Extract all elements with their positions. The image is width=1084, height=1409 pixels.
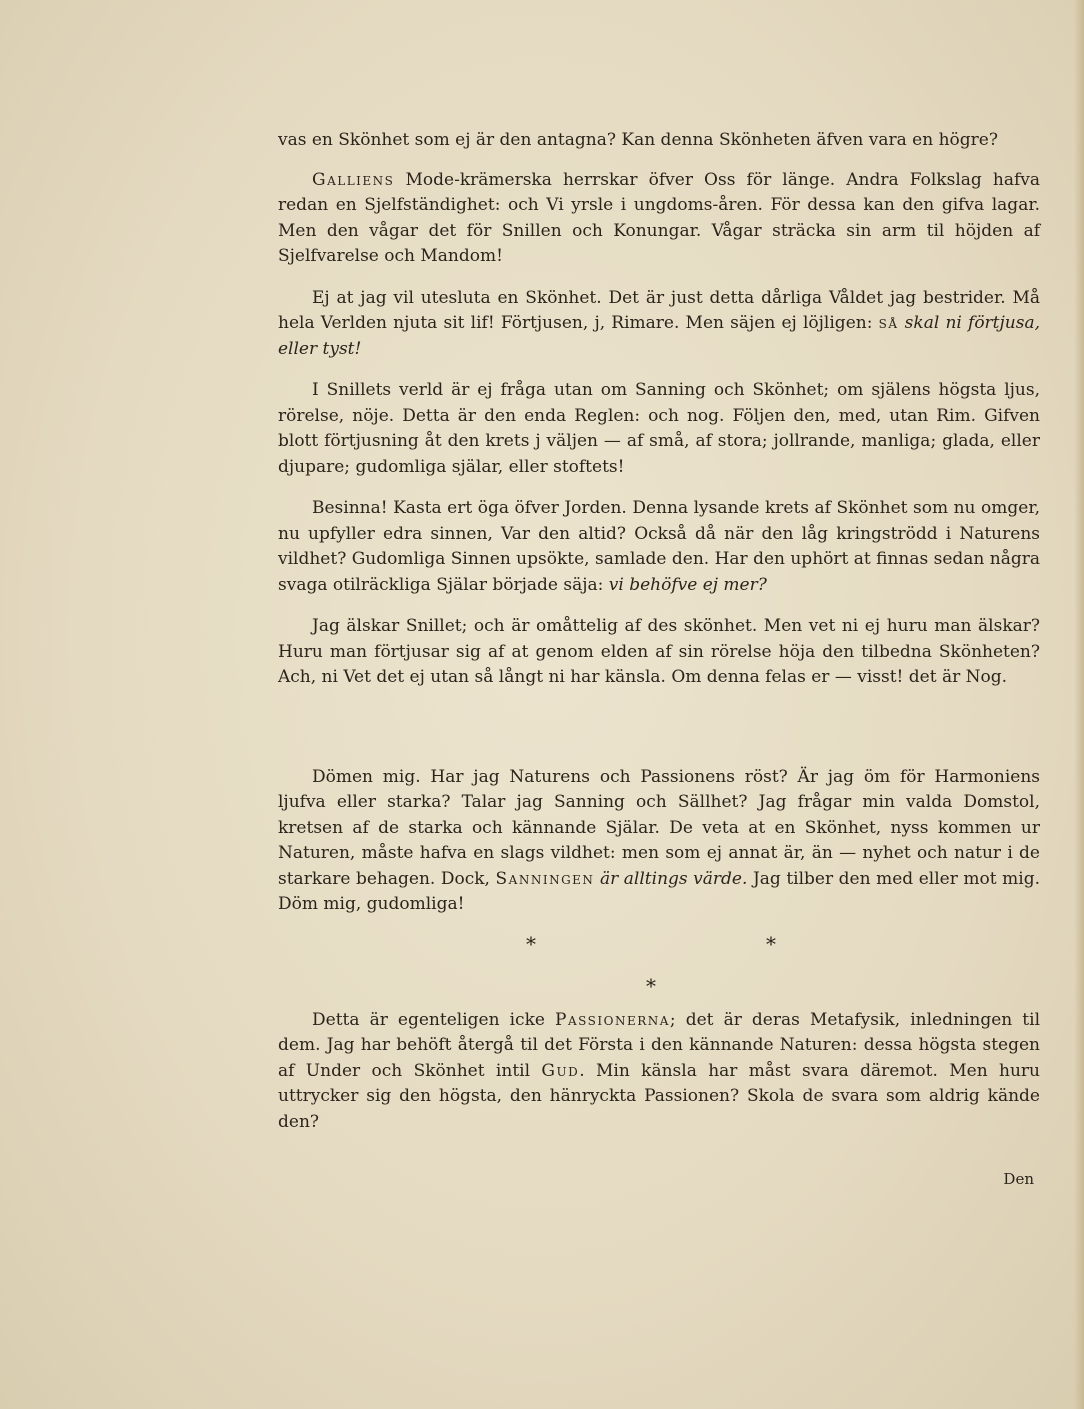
asterisk-ornament-left: * — [526, 931, 536, 956]
paragraph-7 — [278, 765, 1040, 918]
p3-italic: skal ni förtjusa, eller tyst! — [278, 313, 1040, 359]
paragraph-1 — [278, 128, 1040, 154]
p5-italic: vi behöfve ej mer? — [608, 574, 767, 595]
p7-text-end: Jag tilber den med eller mot mig. Döm mig, gudomliga! — [278, 868, 1040, 914]
p5-text: Besinna! Kasta ert öga öfver Jorden. Denna lysande krets af Skönhet som nu omger, nu upfyller edra sinnen, Var den altid? Också då när den låg kringströdd i Naturens vildhet? Gudomliga Sinnen upsökte, samlade den. Har den uphört at finnas sedan några svaga otilräckliga Själar började säja: — [278, 498, 1040, 595]
p8-text: Detta är egenteligen icke — [312, 1009, 556, 1030]
p8-text-3: . Min känsla har måst svara däremot. Men huru uttrycker sig den högsta, den hänryckta Passionen? Skola de svara som aldrig kände den? — [278, 1060, 1041, 1132]
asterisk-ornament-right: * — [766, 931, 776, 956]
catchword: Den — [1003, 1170, 1034, 1188]
p2-text: Mode-krämerska herrskar öfver Oss för länge. Andra Folkslag hafva redan en Sjelfständighet: och Vi yrsle i ungdoms-åren. För dessa kan den gifva lagar. Men den vågar det för Snillen och Konungar. Vågar sträcka sin arm til höjden af Sjelfvarelse och Mandom! — [278, 169, 1040, 266]
p7-italic: är alltings värde. — [594, 868, 748, 889]
asterism-top-row — [278, 930, 1040, 964]
paragraph-4 — [278, 378, 1040, 480]
p1-text: vas en Skönhet som ej är den antagna? Kan denna Skönheten äfven vara en högre? — [278, 130, 998, 150]
p7-smallcaps: Sanningen — [495, 868, 595, 889]
p4-text: I Snillets verld är ej fråga utan om Sanning och Skönhet; om själens högsta ljus, rörelse, nöje. Detta är den enda Reglen: och nog. Följen den, med, utan Rim. Gifven blott förtjusning åt den krets j väljen — af små, af stora; jollrande, manliga; glada, eller djupare; gudomliga själar, eller stoftets! — [278, 380, 1040, 477]
p8-smallcaps-2: Gud — [541, 1060, 580, 1081]
asterism-bottom-row — [278, 968, 1040, 1008]
paragraph-6 — [278, 614, 1040, 691]
text-block — [278, 128, 1040, 1135]
paragraph-8 — [278, 1008, 1040, 1136]
paragraph-2 — [278, 168, 1040, 270]
p8-smallcaps-1: Passionerna — [555, 1009, 670, 1030]
p6-text: Jag älskar Snillet; och är omåttelig af des skönhet. Men vet ni ej huru man älskar? Huru man förtjusar sig af at genom elden af sin rörelse höja den tilbedna Skönheten? Ach, ni Vet det ej utan så långt ni har känsla. Om denna felas er — visst! det är Nog. — [278, 616, 1040, 687]
paragraph-5 — [278, 496, 1040, 598]
p2-smallcaps: Galliens — [312, 169, 395, 190]
asterisk-ornament-center: * — [646, 973, 656, 998]
p8-text-2: ; det är deras Metafysik, inledningen til dem. Jag har behöft återgå til det Första i den kännande Naturen: dessa högsta stegen af Under och Skönhet intil — [278, 1009, 1041, 1081]
paragraph-3 — [278, 286, 1040, 363]
p3-text: Ej at jag vil utesluta en Skönhet. Det är just detta dårliga Våldet jag bestrider. Må hela Verlden njuta sit lif! Förtjusen, j, Rimare. Men säjen ej löjligen: — [278, 287, 1040, 333]
p3-smallcaps: så — [878, 313, 899, 333]
p7-text: Dömen mig. Har jag Naturens och Passionens röst? Är jag öm för Harmoniens ljufva eller starka? Talar jag Sanning och Sällhet? Jag frågar min valda Domstol, kretsen af de starka och kännande Själar. De veta at en Skönhet, nyss kommen ur Naturen, måste hafva en slags vildhet: men som ej annat är, än — nyhet och natur i de starkare behagen. Dock, — [278, 766, 1040, 889]
spine-shadow — [1074, 0, 1084, 1409]
